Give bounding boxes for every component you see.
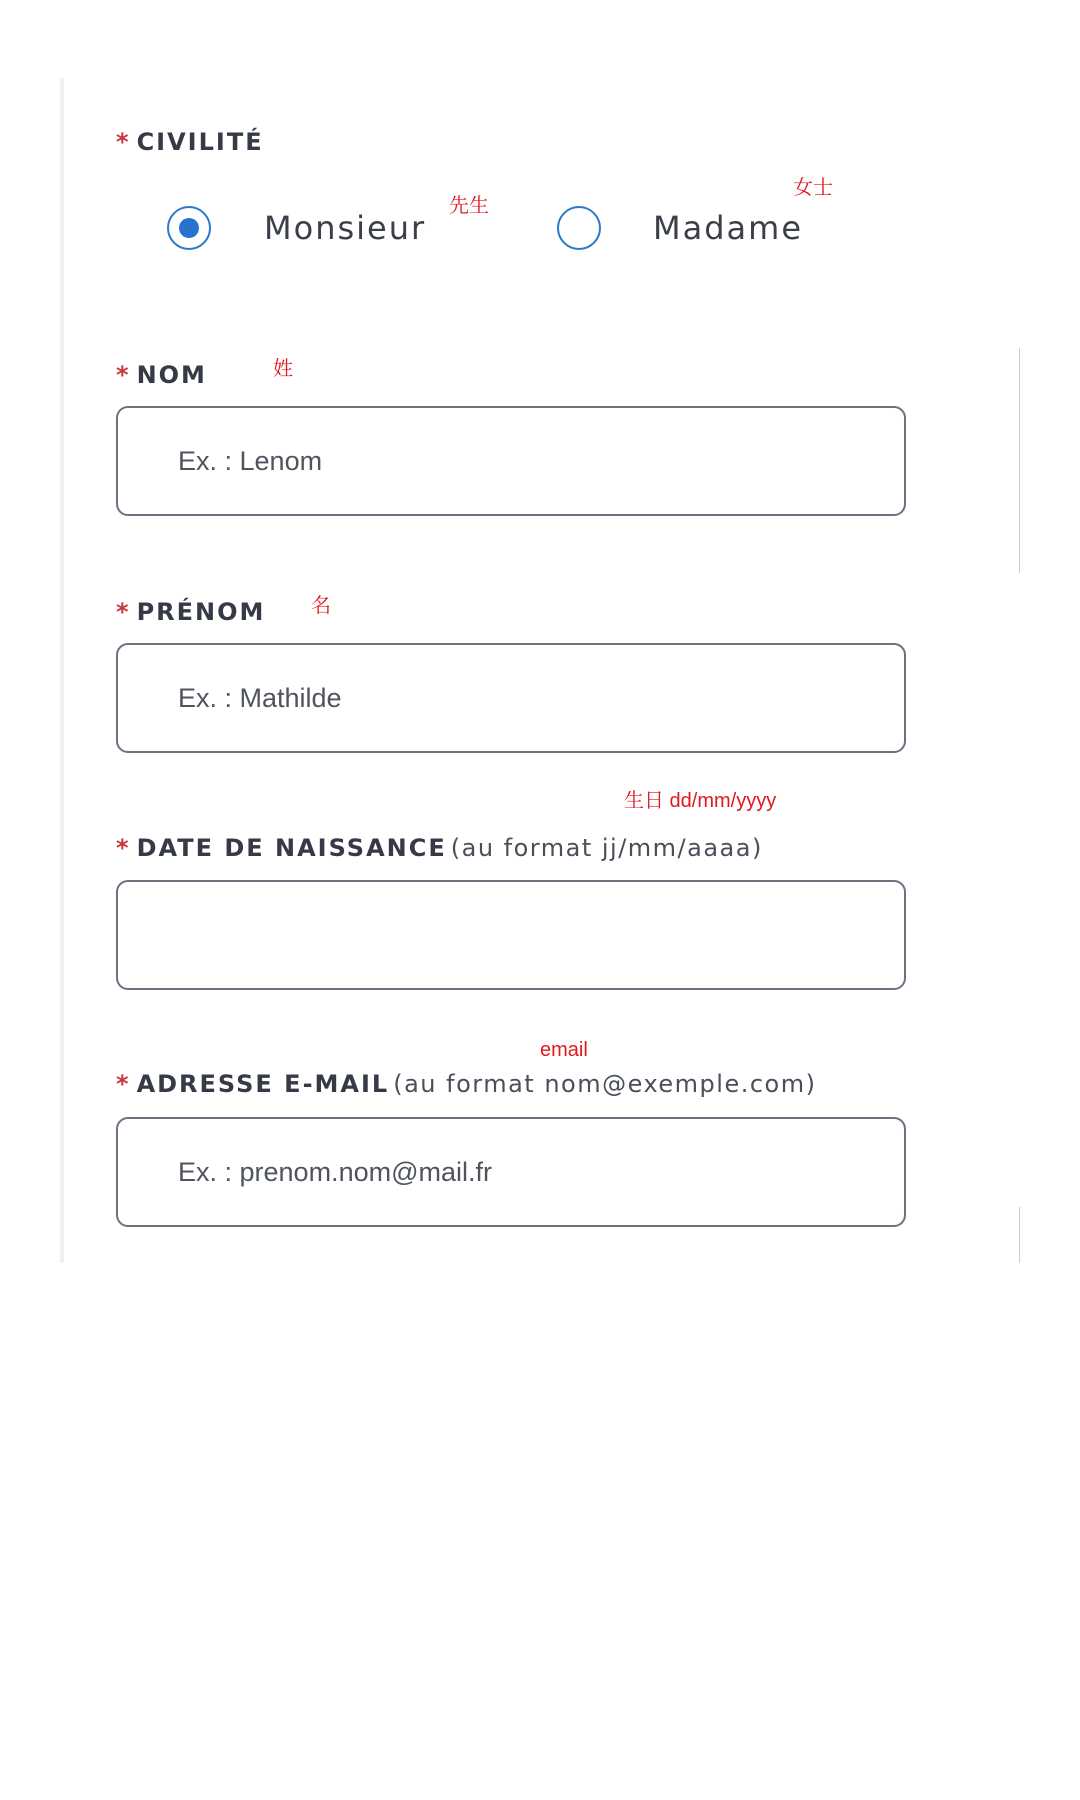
- email-input[interactable]: [178, 1119, 878, 1225]
- nom-label: [116, 363, 207, 387]
- radio-monsieur-label[interactable]: Monsieur: [264, 209, 427, 247]
- annotation-email: email: [540, 1039, 588, 1061]
- civilite-label: [116, 130, 264, 154]
- scrollbar-track-lower: [1019, 1207, 1020, 1263]
- email-label: [116, 1072, 816, 1096]
- date-naissance-field[interactable]: [116, 880, 906, 990]
- prenom-input[interactable]: [178, 645, 878, 751]
- email-label-text: ADRESSE E-MAIL: [136, 1070, 390, 1098]
- date-naissance-label-text: DATE DE NAISSANCE: [136, 834, 447, 862]
- annotation-madame: 女士: [793, 177, 833, 199]
- annotation-prenom: 名: [311, 595, 331, 617]
- required-marker: *: [116, 834, 131, 862]
- date-naissance-input[interactable]: [178, 882, 878, 988]
- nom-field[interactable]: [116, 406, 906, 516]
- civilite-label-text: CIVILITÉ: [136, 128, 264, 156]
- radio-madame[interactable]: [557, 206, 601, 250]
- prenom-label: [116, 600, 265, 624]
- required-marker: *: [116, 361, 131, 389]
- annotation-nom: 姓: [273, 358, 293, 380]
- nom-label-text: NOM: [136, 361, 207, 389]
- scrollbar-track-upper: [1019, 348, 1020, 573]
- required-marker: *: [116, 128, 131, 156]
- email-format-hint: (au format nom@exemple.com): [393, 1070, 817, 1098]
- required-marker: *: [116, 1070, 131, 1098]
- left-divider: [60, 78, 64, 1263]
- prenom-field[interactable]: [116, 643, 906, 753]
- annotation-monsieur: 先生: [449, 195, 489, 217]
- radio-madame-label[interactable]: Madame: [653, 209, 803, 247]
- required-marker: *: [116, 598, 131, 626]
- date-naissance-label: [116, 836, 763, 860]
- radio-monsieur[interactable]: [167, 206, 211, 250]
- prenom-label-text: PRÉNOM: [136, 598, 266, 626]
- date-format-hint: (au format jj/mm/aaaa): [450, 834, 763, 862]
- annotation-date: 生日 dd/mm/yyyy: [624, 790, 777, 812]
- email-field[interactable]: [116, 1117, 906, 1227]
- nom-input[interactable]: [178, 408, 878, 514]
